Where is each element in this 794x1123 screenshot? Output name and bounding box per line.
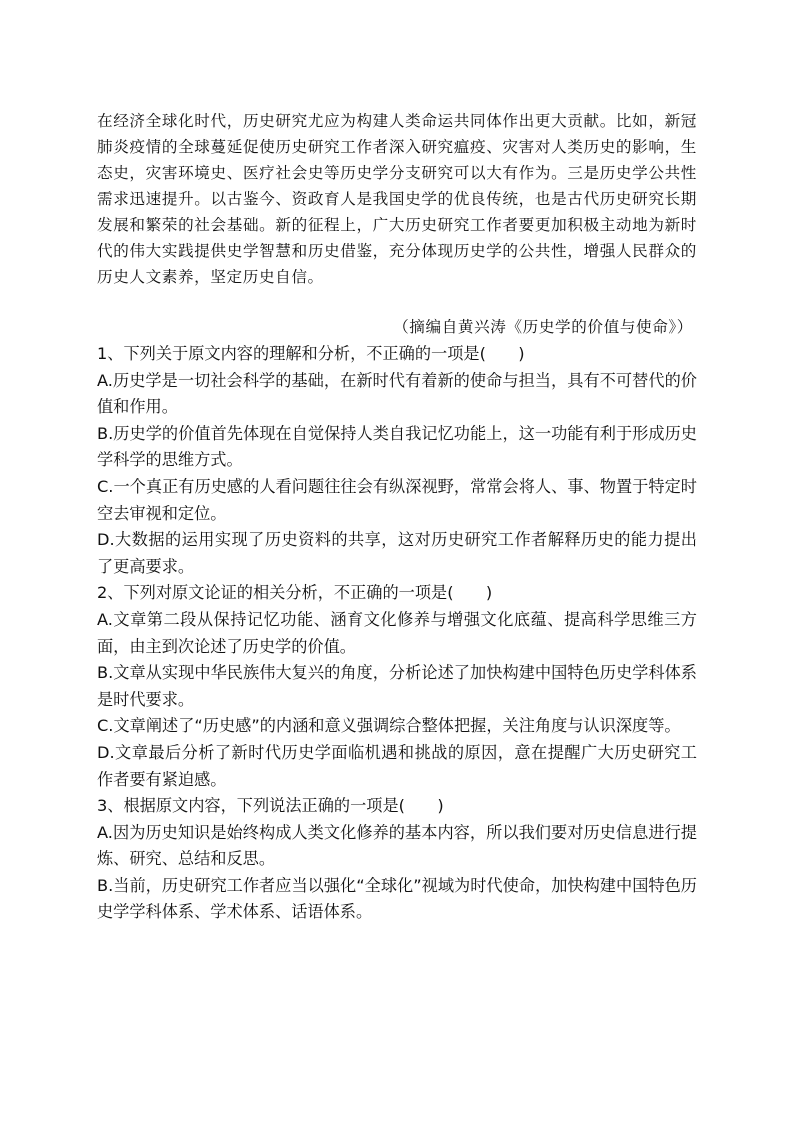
question-list — [97, 341, 697, 926]
option-b: B.历史学的价值首先体现在自觉保持人类自我记忆功能上，这一功能有利于形成历史学科学的思维方式。 — [97, 423, 697, 470]
question-stem: 1、下列关于原文内容的理解和分析，不正确的一项是( ) — [97, 344, 525, 363]
question-stem: 2、下列对原文论证的相关分析，不正确的一项是( ) — [97, 583, 493, 603]
question-stem: 3、根据原文内容，下列说法正确的一项是( ) — [97, 796, 444, 816]
option-c: C.文章阐述了“历史感”的内涵和意义强调综合整体把握，关注角度与认识深度等。 — [97, 716, 681, 736]
question-1 — [97, 341, 697, 580]
option-a: A.历史学是一切社会科学的基础，在新时代有着新的使命与担当，具有不可替代的价值和作用。 — [97, 370, 697, 417]
option-b: B.文章从实现中华民族伟大复兴的角度，分析论述了加快构建中国特色历史学科体系是时代要求。 — [97, 663, 697, 709]
option-c: C.一个真正有历史感的人看问题往往会有纵深视野，常常会将人、事、物置于特定时空去审视和定位。 — [97, 476, 697, 523]
passage-source: （摘编自黄兴涛《历史学的价值与使命》） — [393, 318, 693, 336]
option-d: D.文章最后分析了新时代历史学面临机遇和挑战的原因，意在提醒广大历史研究工作者要有紧迫感。 — [97, 742, 697, 789]
option-a: A.文章第二段从保持记忆功能、涵育文化修养与增强文化底蕴、提高科学思维三方面，由主到次论述了历史学的价值。 — [97, 609, 697, 656]
option-a: A.因为历史知识是始终构成人类文化修养的基本内容，所以我们要对历史信息进行提炼、研究、总结和反思。 — [97, 822, 697, 869]
question-3 — [97, 793, 697, 926]
reading-passage: 在经济全球化时代，历史研究尤应为构建人类命运共同体作出更大贡献。比如，新冠肺炎疫情的全球蔓延促使历史研究工作者深入研究瘟疫、灾害对人类历史的影响，生态史，灾害环境史、医疗社会史等历史学分支研究可以大有作为。三是历史学公共性需求迅速提升。以古鉴今、资政育人是我国史学的优良传统，也是古代历史研究长期发展和繁荣的社会基础。新的征程上，广大历史研究工作者要更加积极主动地为新时代的伟大实践提供史学智慧和历史借鉴，充分体现历史学的公共性，增强人民群众的历史人文素养，坚定历史自信。 — [97, 111, 697, 286]
question-2 — [97, 580, 697, 793]
option-b: B.当前，历史研究工作者应当以强化“全球化”视域为时代使命，加快构建中国特色历史学学科体系、学术体系、话语体系。 — [97, 875, 697, 922]
option-d: D.大数据的运用实现了历史资料的共享，这对历史研究工作者解释历史的能力提出了更高要求。 — [97, 530, 697, 576]
